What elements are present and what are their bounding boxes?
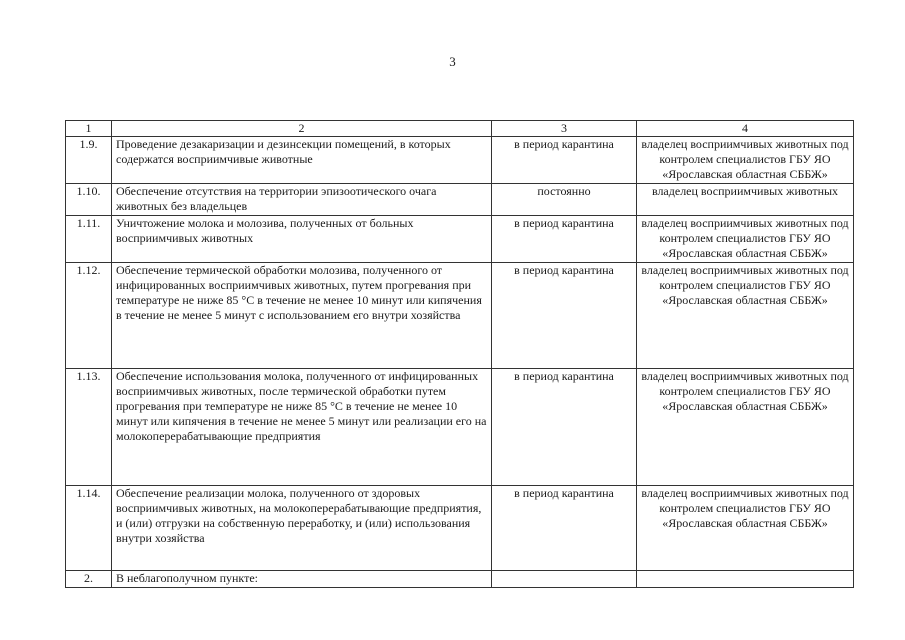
period-text: в период карантина [492, 369, 637, 486]
page-number: 3 [449, 54, 456, 69]
header-cell: 3 [492, 121, 637, 137]
responsible-text: владелец восприимчивых животных под контролем специалистов ГБУ ЯО «Ярославская областная СББЖ» [637, 216, 854, 263]
period-text: постоянно [492, 184, 637, 216]
measures-table [65, 120, 854, 588]
header-cell: 1 [66, 121, 112, 137]
table-row [66, 571, 854, 588]
measure-text: Обеспечение термической обработки молозива, полученного от инфицированных восприимчивых животных, путем прогревания при температуре не ниже 85 °С в течение не менее 10 минут или кипячения в течение не менее 5 минут с использованием его внутри хозяйства [112, 263, 492, 369]
measure-text: В неблагополучном пункте: [112, 571, 492, 588]
header-cell: 2 [112, 121, 492, 137]
responsible-text: владелец восприимчивых животных под контролем специалистов ГБУ ЯО «Ярославская областная СББЖ» [637, 263, 854, 369]
measure-text: Обеспечение реализации молока, полученного от здоровых восприимчивых животных, на молокоперерабатывающие предприятия, и (или) отгрузки на собственную переработку, и (или) использования внутри хозяйства [112, 486, 492, 571]
responsible-text [637, 571, 854, 588]
row-number: 1.10. [66, 184, 112, 216]
table-row [66, 184, 854, 216]
period-text [492, 571, 637, 588]
measure-text: Обеспечение использования молока, полученного от инфицированных восприимчивых животных, после термической обработки путем прогревания при температуре не ниже 85 °С в течение не менее 10 минут или кипячения в течение не менее 5 минут или реализации его на молокоперерабатывающие предприятия [112, 369, 492, 486]
responsible-text: владелец восприимчивых животных под контролем специалистов ГБУ ЯО «Ярославская областная СББЖ» [637, 137, 854, 184]
row-number: 1.12. [66, 263, 112, 369]
table-row [66, 486, 854, 571]
row-number: 1.13. [66, 369, 112, 486]
header-cell: 4 [637, 121, 854, 137]
responsible-text: владелец восприимчивых животных [637, 184, 854, 216]
row-number: 1.9. [66, 137, 112, 184]
table-row [66, 369, 854, 486]
period-text: в период карантина [492, 137, 637, 184]
measure-text: Проведение дезакаризации и дезинсекции помещений, в которых содержатся восприимчивые животные [112, 137, 492, 184]
table-row [66, 137, 854, 184]
measure-text: Обеспечение отсутствия на территории эпизоотического очага животных без владельцев [112, 184, 492, 216]
row-number: 1.14. [66, 486, 112, 571]
measure-text: Уничтожение молока и молозива, полученных от больных восприимчивых животных [112, 216, 492, 263]
period-text: в период карантина [492, 486, 637, 571]
table-header-row [66, 121, 854, 137]
row-number: 2. [66, 571, 112, 588]
table-row [66, 216, 854, 263]
table-row [66, 263, 854, 369]
period-text: в период карантина [492, 263, 637, 369]
responsible-text: владелец восприимчивых животных под контролем специалистов ГБУ ЯО «Ярославская областная СББЖ» [637, 369, 854, 486]
row-number: 1.11. [66, 216, 112, 263]
responsible-text: владелец восприимчивых животных под контролем специалистов ГБУ ЯО «Ярославская областная СББЖ» [637, 486, 854, 571]
period-text: в период карантина [492, 216, 637, 263]
